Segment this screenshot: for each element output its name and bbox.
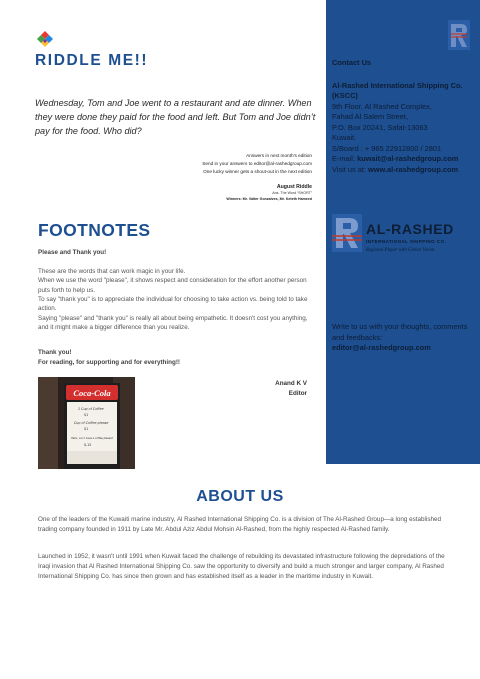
board-line: $1 — [84, 427, 89, 431]
footnotes-body — [38, 267, 316, 332]
thanks-line: Thank you! — [38, 349, 72, 356]
feedback-email-link[interactable]: editor@al-rashedgroup.com — [332, 343, 431, 353]
previous-riddle-answer — [226, 183, 312, 202]
thanks-line: For reading, for supporting and for everything!! — [38, 358, 181, 366]
winners-text: Winners: Mr. Valter Gonzalves, Mr. Keteth Hameed — [226, 196, 312, 201]
company-logo-icon — [448, 20, 470, 50]
editor-name: Anand K V — [275, 380, 307, 387]
coca-cola-logo: Coca-Cola — [73, 388, 111, 398]
riddle-notes — [202, 152, 312, 176]
address-line: 9th Floor, Al Rashed Complex, — [332, 101, 432, 111]
footnotes-thanks — [38, 348, 180, 368]
contact-heading: Contact Us — [332, 58, 372, 67]
brand-tagline: Regional Player with Global Vision — [366, 248, 435, 253]
address-line: P.O. Box 20241, Safat-13063 — [332, 122, 428, 132]
riddle-cube-icon — [36, 31, 54, 49]
editor-signature — [275, 379, 307, 399]
answer-title: August Riddle — [276, 184, 312, 190]
website-link[interactable]: www.al-rashedgroup.com — [368, 164, 459, 174]
riddle-note: One lucky winner gets a shout-out in the next edition — [203, 169, 312, 175]
brand-name: AL-RASHED — [366, 221, 454, 237]
riddle-note: Send in your answers to editor@al-rashedgroup.com — [202, 161, 312, 167]
about-title: ABOUT US — [196, 488, 284, 505]
website-line — [332, 165, 478, 176]
riddle-title: RIDDLE ME!! — [35, 52, 149, 69]
email-link[interactable]: kuwait@al-rashedgroup.com — [357, 154, 459, 164]
feedback-text: Write to us with your thoughts, comments and feedbacks: — [332, 322, 468, 342]
editor-role: Editor — [288, 389, 307, 397]
brand-subtitle: INTERNATIONAL SHIPPING CO. — [366, 239, 447, 244]
contact-info — [332, 58, 478, 175]
riddle-question: Wednesday, Tom and Joe went to a restaurant and ate dinner. When they were done they paid for the food and left. But Tom and Joe didn’t pay for the food. Who did? — [35, 98, 316, 136]
board-line: Cup of Coffee please — [74, 421, 109, 425]
footnotes-line: Saying "please" and "thank you" is really all about being empathetic. It doesn't cost you anything, and it might make a bigger difference than you realize. — [38, 314, 308, 331]
company-name: Al-Rashed International Shipping Co. (KSCC) — [332, 80, 463, 101]
footnotes-title: FOOTNOTES — [38, 220, 151, 240]
board-line: $1 — [84, 413, 89, 417]
phone-number: S/Board : + 965 22912800 / 2801 — [332, 143, 442, 153]
email-label: E-mail: — [332, 154, 358, 164]
riddle-note: Answers in next month’s edition — [246, 153, 312, 158]
contact-sidebar — [326, 0, 480, 464]
al-rashed-brand-logo — [332, 212, 478, 262]
answer-text: Ans. The Word “SHORT” — [272, 191, 312, 196]
cafe-sign-photo — [38, 377, 135, 469]
footnotes-line: When we use the word "please", it shows respect and consideration for the effort another person puts forth to help us. — [38, 277, 307, 294]
footnotes-line: These are the words that can work magic in your life. — [38, 268, 186, 275]
board-line: $.15 — [84, 443, 92, 447]
footnotes-greeting: Please and Thank you! — [38, 249, 107, 256]
website-label: Visit us at: — [332, 164, 369, 174]
footnotes-line: To say "thank you" is to appreciate the individual for choosing to take action vs. being told to take action. — [38, 295, 308, 313]
about-paragraph: Launched in 1952, it wasn't until 1991 when Kuwait faced the challenge of rebuilding its devastated infrastructure following the depredations of the Iraqi invasion that Al Rashed International Shipping Co. saw the opportunity to diversify and build a much stronger and larger company, Al Rashed International Shipping Co. has since then grown and has established itself as a leader in the maritime industry in Kuwait. — [38, 553, 445, 580]
about-paragraph: One of the leaders of the Kuwaiti marine industry, Al Rashed International Shipping Co. is a division of The Al-Rashed Group—a long established trading company founded in 1911 by Late Mr. Abdul Aziz Abdul Mohsin Al-Rashed, from the highly respected Al-Rashed family. — [38, 516, 442, 533]
board-line: 1 Cup of Coffee — [78, 407, 104, 411]
address-line: Kuwait. — [332, 133, 357, 143]
board-line: Hello, can I have a coffee please? — [71, 437, 114, 440]
feedback-info — [332, 322, 478, 354]
address-line: Fahad Al Salem Street, — [332, 112, 408, 122]
email-line — [332, 154, 478, 165]
sign-board-image — [38, 377, 135, 469]
